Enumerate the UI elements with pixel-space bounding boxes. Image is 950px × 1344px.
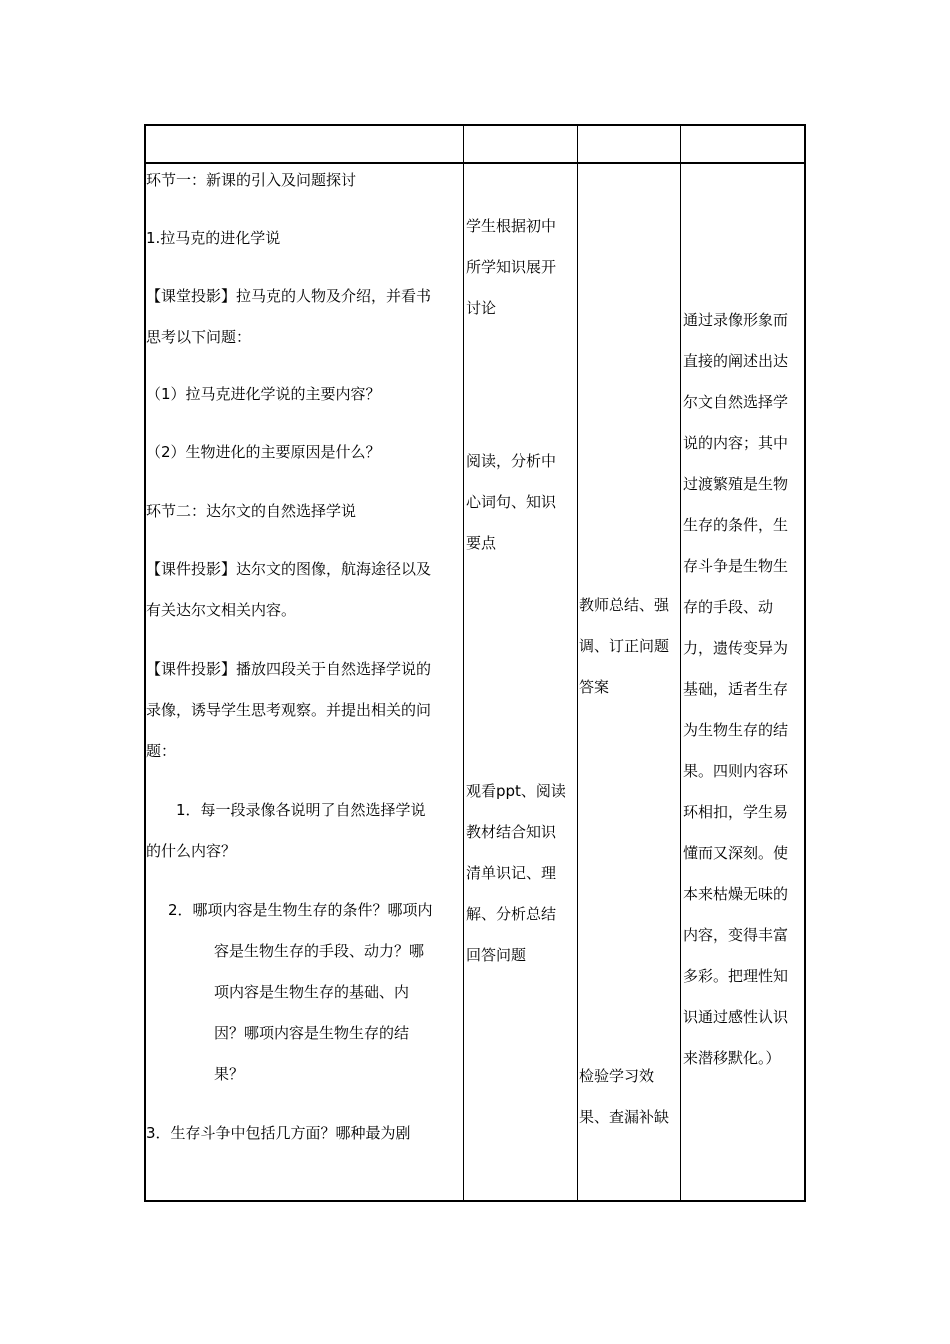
- column-divider-3: [680, 124, 681, 1202]
- intent-line-19: 来潜移默化。）: [683, 1049, 781, 1067]
- projection3-line2: 录像，诱导学生思考观察。并提出相关的问: [146, 701, 432, 719]
- subquestion1-line2: 的什么内容？: [146, 842, 237, 860]
- intent-line-11: 为生物生存的结: [683, 721, 789, 739]
- intent-line-17: 多彩。把理性知: [683, 967, 789, 985]
- student-activity-3-line5: 回答问题: [466, 946, 527, 964]
- projection1-line2: 思考以下问题：: [146, 328, 252, 346]
- intent-line-6: 生存的条件，生: [683, 516, 789, 534]
- subquestion2-line2: 容是生物生存的手段、动力？哪: [214, 942, 425, 960]
- subquestion2-line5: 果？: [214, 1065, 245, 1083]
- intent-line-12: 果。四则内容环: [683, 762, 789, 780]
- projection1-line1: 【课堂投影】拉马克的人物及介绍，并看书: [146, 287, 432, 305]
- intent-line-1: 通过录像形象而: [683, 311, 789, 329]
- student-activity-1-line3: 讨论: [466, 299, 497, 317]
- intent-line-13: 环相扣，学生易: [683, 803, 789, 821]
- intent-line-10: 基础，适者生存: [683, 680, 789, 698]
- feedback-2-line2: 果、查漏补缺: [579, 1108, 670, 1126]
- subquestion2-line3: 项内容是生物生存的基础、内: [214, 983, 410, 1001]
- column-divider-2: [577, 124, 578, 1202]
- intent-line-5: 过渡繁殖是生物: [683, 475, 789, 493]
- question1: （1）拉马克进化学说的主要内容？: [146, 385, 381, 403]
- student-activity-3-line4: 解、分析总结: [466, 905, 557, 923]
- student-activity-2-line1: 阅读，分析中: [466, 452, 557, 470]
- intent-line-8: 存的手段、动: [683, 598, 774, 616]
- intent-line-4: 说的内容；其中: [683, 434, 789, 452]
- subquestion3-line1: 3．生存斗争中包括几方面？哪种最为剧: [146, 1124, 411, 1142]
- student-activity-3-line2: 教材结合知识: [466, 823, 557, 841]
- item1-title: 1.拉马克的进化学说: [146, 229, 281, 247]
- projection2-line1: 【课件投影】达尔文的图像，航海途径以及: [146, 560, 432, 578]
- projection2-line2: 有关达尔文相关内容。: [146, 601, 297, 619]
- student-activity-1-line2: 所学知识展开: [466, 258, 557, 276]
- header-row-divider: [144, 162, 806, 164]
- feedback-1-line2: 调、订正问题: [579, 637, 670, 655]
- intent-line-3: 尔文自然选择学: [683, 393, 789, 411]
- intent-line-2: 直接的阐述出达: [683, 352, 789, 370]
- subquestion1-line1: 1．每一段录像各说明了自然选择学说: [176, 801, 426, 819]
- question2: （2）生物进化的主要原因是什么？: [146, 443, 381, 461]
- column-divider-1: [463, 124, 464, 1202]
- intent-line-18: 识通过感性认识: [683, 1008, 789, 1026]
- intent-line-16: 内容，变得丰富: [683, 926, 789, 944]
- intent-line-7: 存斗争是生物生: [683, 557, 789, 575]
- section2-heading: 环节二：达尔文的自然选择学说: [146, 502, 357, 520]
- intent-line-15: 本来枯燥无味的: [683, 885, 789, 903]
- student-activity-1-line1: 学生根据初中: [466, 217, 557, 235]
- subquestion2-line1: 2．哪项内容是生物生存的条件？哪项内: [168, 901, 433, 919]
- section1-heading: 环节一：新课的引入及问题探讨: [146, 171, 357, 189]
- student-activity-2-line3: 要点: [466, 534, 497, 552]
- intent-line-9: 力，遗传变异为: [683, 639, 789, 657]
- intent-line-14: 懂而又深刻。使: [683, 844, 789, 862]
- student-activity-3-line1: 观看ppt、阅读: [466, 782, 566, 800]
- feedback-1-line1: 教师总结、强: [579, 596, 670, 614]
- projection3-line3: 题：: [146, 742, 177, 760]
- student-activity-3-line3: 清单识记、理: [466, 864, 557, 882]
- feedback-2-line1: 检验学习效: [579, 1067, 655, 1085]
- subquestion2-line4: 因？哪项内容是生物生存的结: [214, 1024, 410, 1042]
- student-activity-2-line2: 心词句、知识: [466, 493, 557, 511]
- projection3-line1: 【课件投影】播放四段关于自然选择学说的: [146, 660, 432, 678]
- feedback-1-line3: 答案: [579, 678, 610, 696]
